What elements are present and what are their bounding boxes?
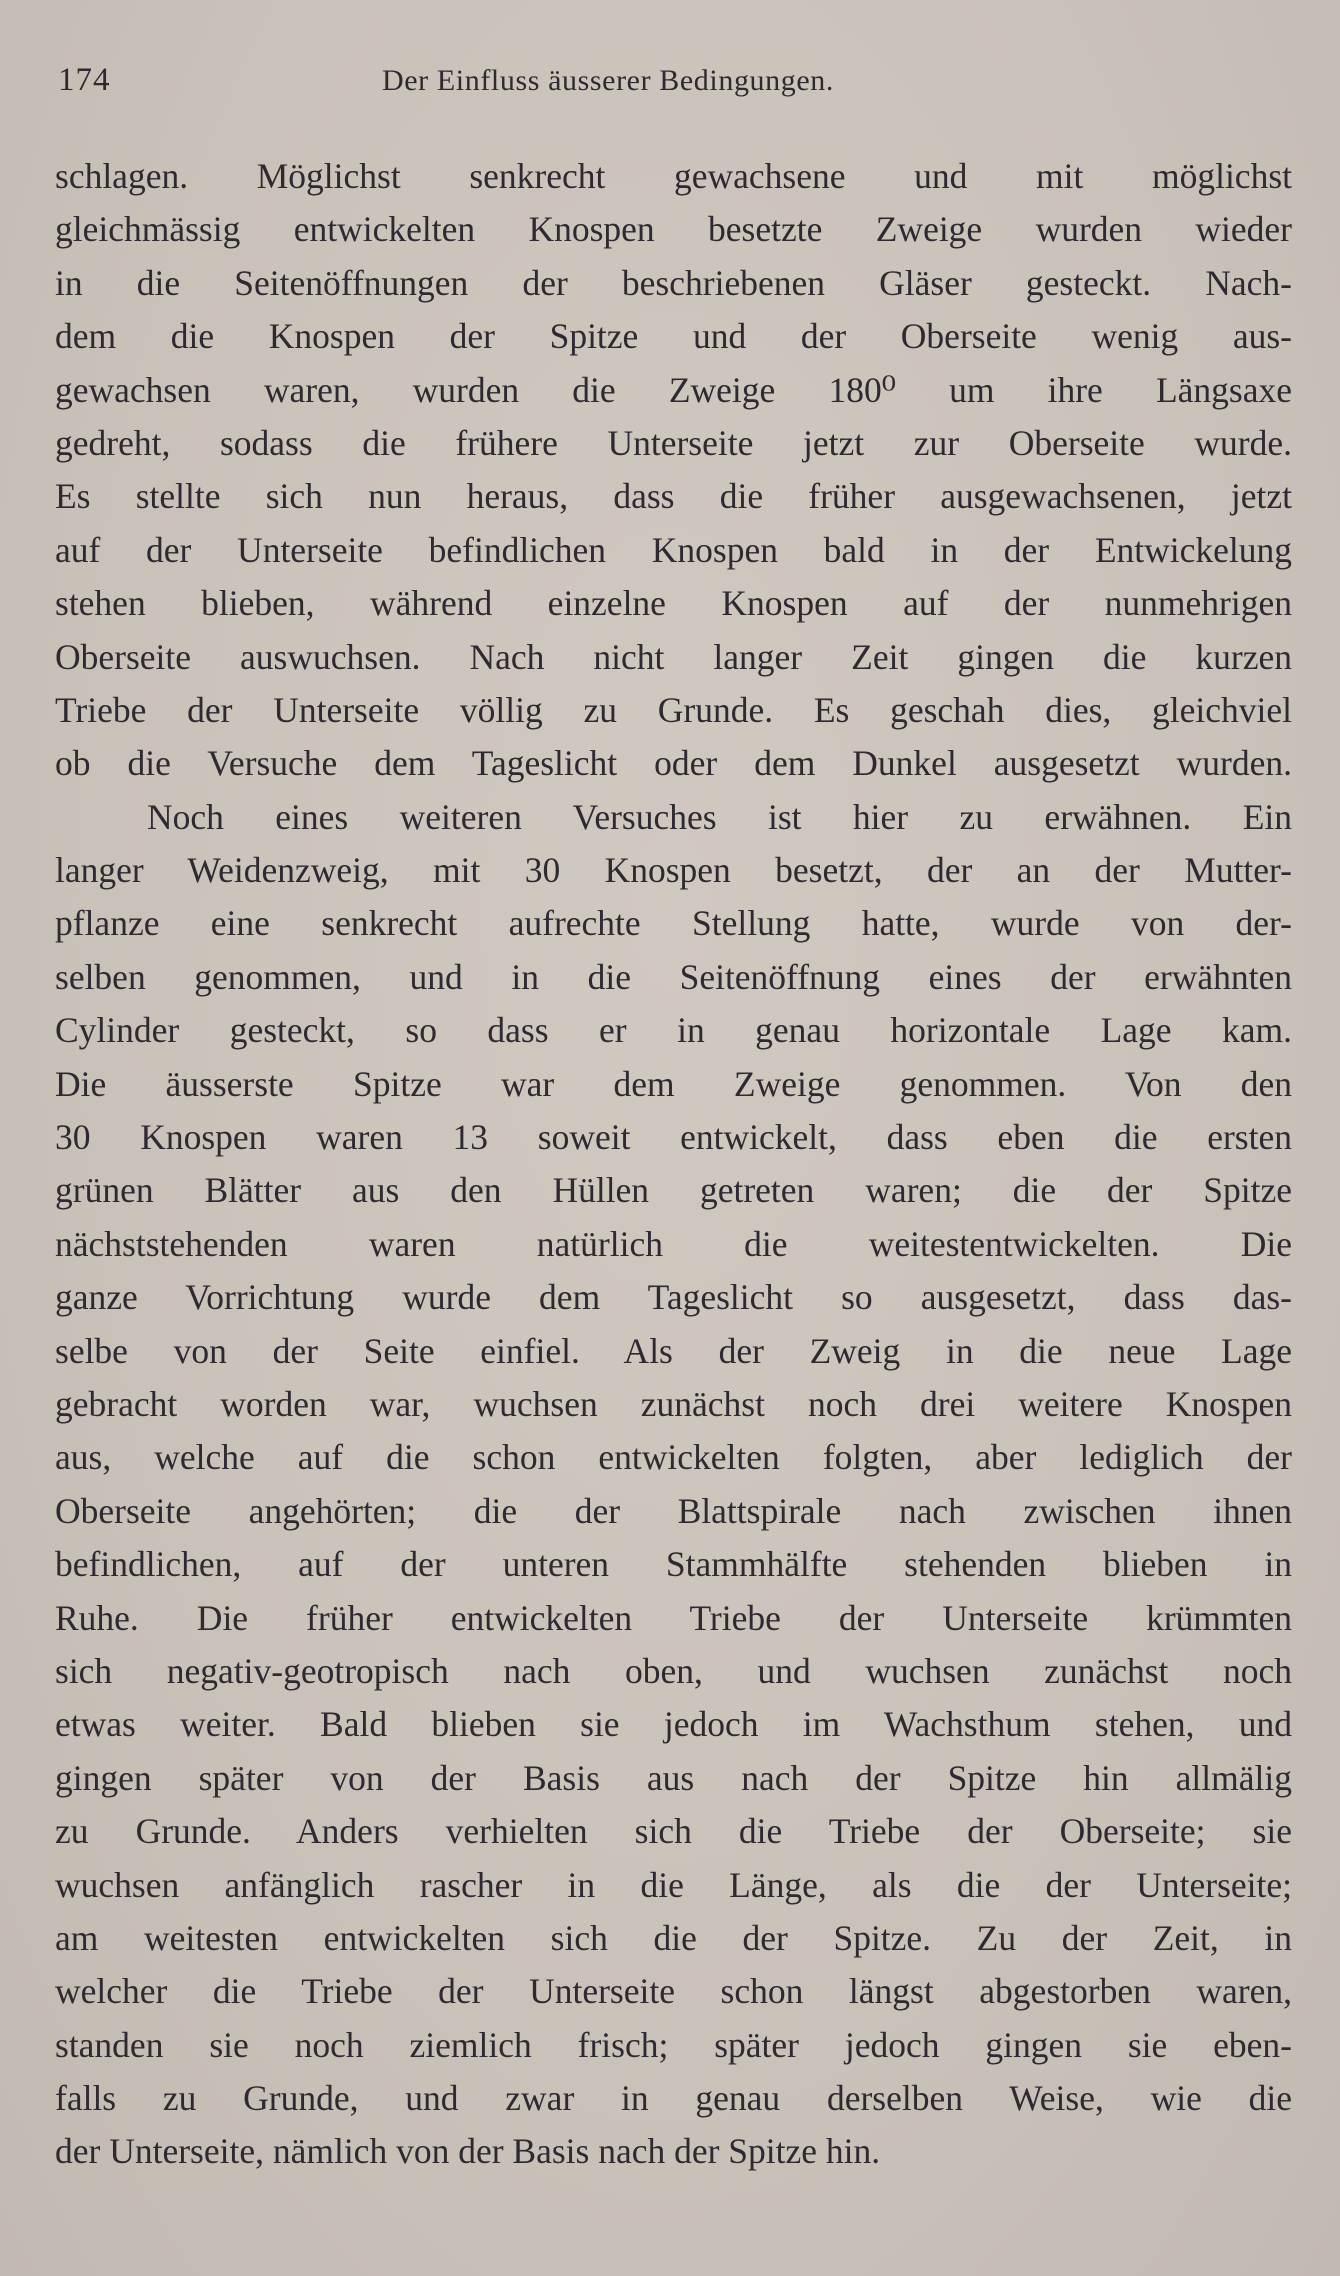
text-line: standen sie noch ziemlich frisch; später jedoch gingen sie eben- (55, 2024, 1292, 2065)
text-line: gleichmässig entwickelten Knospen besetzte Zweige wurden wieder (55, 209, 1292, 250)
text-line: Es stellte sich nun heraus, dass die früher ausgewachsenen, jetzt (55, 476, 1292, 517)
text-line: nächststehenden waren natürlich die weitestentwickelten. Die (55, 1223, 1292, 1264)
text-line: Cylinder gesteckt, so dass er in genau horizontale Lage kam. (55, 1010, 1292, 1051)
text-line: Ruhe. Die früher entwickelten Triebe der Unterseite krümmten (55, 1597, 1292, 1638)
text-line: in die Seitenöffnungen der beschriebenen Gläser gesteckt. Nach- (55, 262, 1292, 303)
text-line: der Unterseite, nämlich von der Basis nach der Spitze hin. (55, 2131, 881, 2172)
text-line: sich negativ-geotropisch nach oben, und wuchsen zunächst noch (55, 1650, 1292, 1691)
text-line: gewachsen waren, wurden die Zweige 180⁰ um ihre Längsaxe (55, 369, 1292, 410)
paragraph-2 (55, 791, 1292, 2179)
paragraph-1 (55, 150, 1292, 791)
text-line: selben genommen, und in die Seitenöffnung eines der erwähnten (55, 956, 1292, 997)
text-line: grünen Blätter aus den Hüllen getreten waren; die der Spitze (55, 1170, 1292, 1211)
text-line: welcher die Triebe der Unterseite schon längst abgestorben waren, (55, 1971, 1292, 2012)
text-line: falls zu Grunde, und zwar in genau derselben Weise, wie die (55, 2078, 1292, 2119)
text-line: stehen blieben, während einzelne Knospen auf der nunmehrigen (55, 583, 1292, 624)
text-line: am weitesten entwickelten sich die der Spitze. Zu der Zeit, in (55, 1917, 1292, 1958)
text-line: schlagen. Möglichst senkrecht gewachsene und mit möglichst (55, 156, 1292, 196)
text-line: dem die Knospen der Spitze und der Oberseite wenig aus- (55, 316, 1292, 357)
text-line: ob die Versuche dem Tageslicht oder dem Dunkel ausgesetzt wurden. (55, 743, 1292, 784)
text-line: Triebe der Unterseite völlig zu Grunde. Es geschah dies, gleichviel (55, 689, 1292, 730)
body-text (55, 150, 1292, 2179)
text-line: pflanze eine senkrecht aufrechte Stellung hatte, wurde von der- (55, 903, 1292, 944)
text-line: Oberseite angehörten; die der Blattspirale nach zwischen ihnen (55, 1490, 1292, 1531)
text-line: gedreht, sodass die frühere Unterseite jetzt zur Oberseite wurde. (55, 422, 1292, 463)
text-line: gebracht worden war, wuchsen zunächst noch drei weitere Knospen (55, 1383, 1292, 1424)
text-line: wuchsen anfänglich rascher in die Länge, als die der Unterseite; (55, 1864, 1292, 1905)
page-header (58, 62, 1288, 112)
running-title: Der Einfluss äusserer Bedingungen. (382, 64, 834, 97)
text-line: langer Weidenzweig, mit 30 Knospen besetzt, der an der Mutter- (55, 850, 1292, 891)
text-line: aus, welche auf die schon entwickelten folgten, aber lediglich der (55, 1437, 1292, 1478)
text-line: befindlichen, auf der unteren Stammhälfte stehenden blieben in (55, 1544, 1292, 1585)
text-line: Noch eines weiteren Versuches ist hier zu erwähnen. Ein (147, 796, 1292, 837)
text-line: Oberseite auswuchsen. Nach nicht langer Zeit gingen die kurzen (55, 636, 1292, 677)
text-line: gingen später von der Basis aus nach der Spitze hin allmälig (55, 1757, 1292, 1798)
text-line: zu Grunde. Anders verhielten sich die Triebe der Oberseite; sie (55, 1811, 1292, 1852)
page-number: 174 (58, 62, 111, 98)
text-line: etwas weiter. Bald blieben sie jedoch im Wachsthum stehen, und (55, 1704, 1292, 1745)
text-line: 30 Knospen waren 13 soweit entwickelt, dass eben die ersten (55, 1117, 1292, 1158)
text-line: ganze Vorrichtung wurde dem Tageslicht so ausgesetzt, dass das- (55, 1277, 1292, 1318)
text-line: auf der Unterseite befindlichen Knospen bald in der Entwickelung (55, 529, 1292, 570)
text-line: selbe von der Seite einfiel. Als der Zweig in die neue Lage (55, 1330, 1292, 1371)
text-line: Die äusserste Spitze war dem Zweige genommen. Von den (55, 1063, 1292, 1104)
